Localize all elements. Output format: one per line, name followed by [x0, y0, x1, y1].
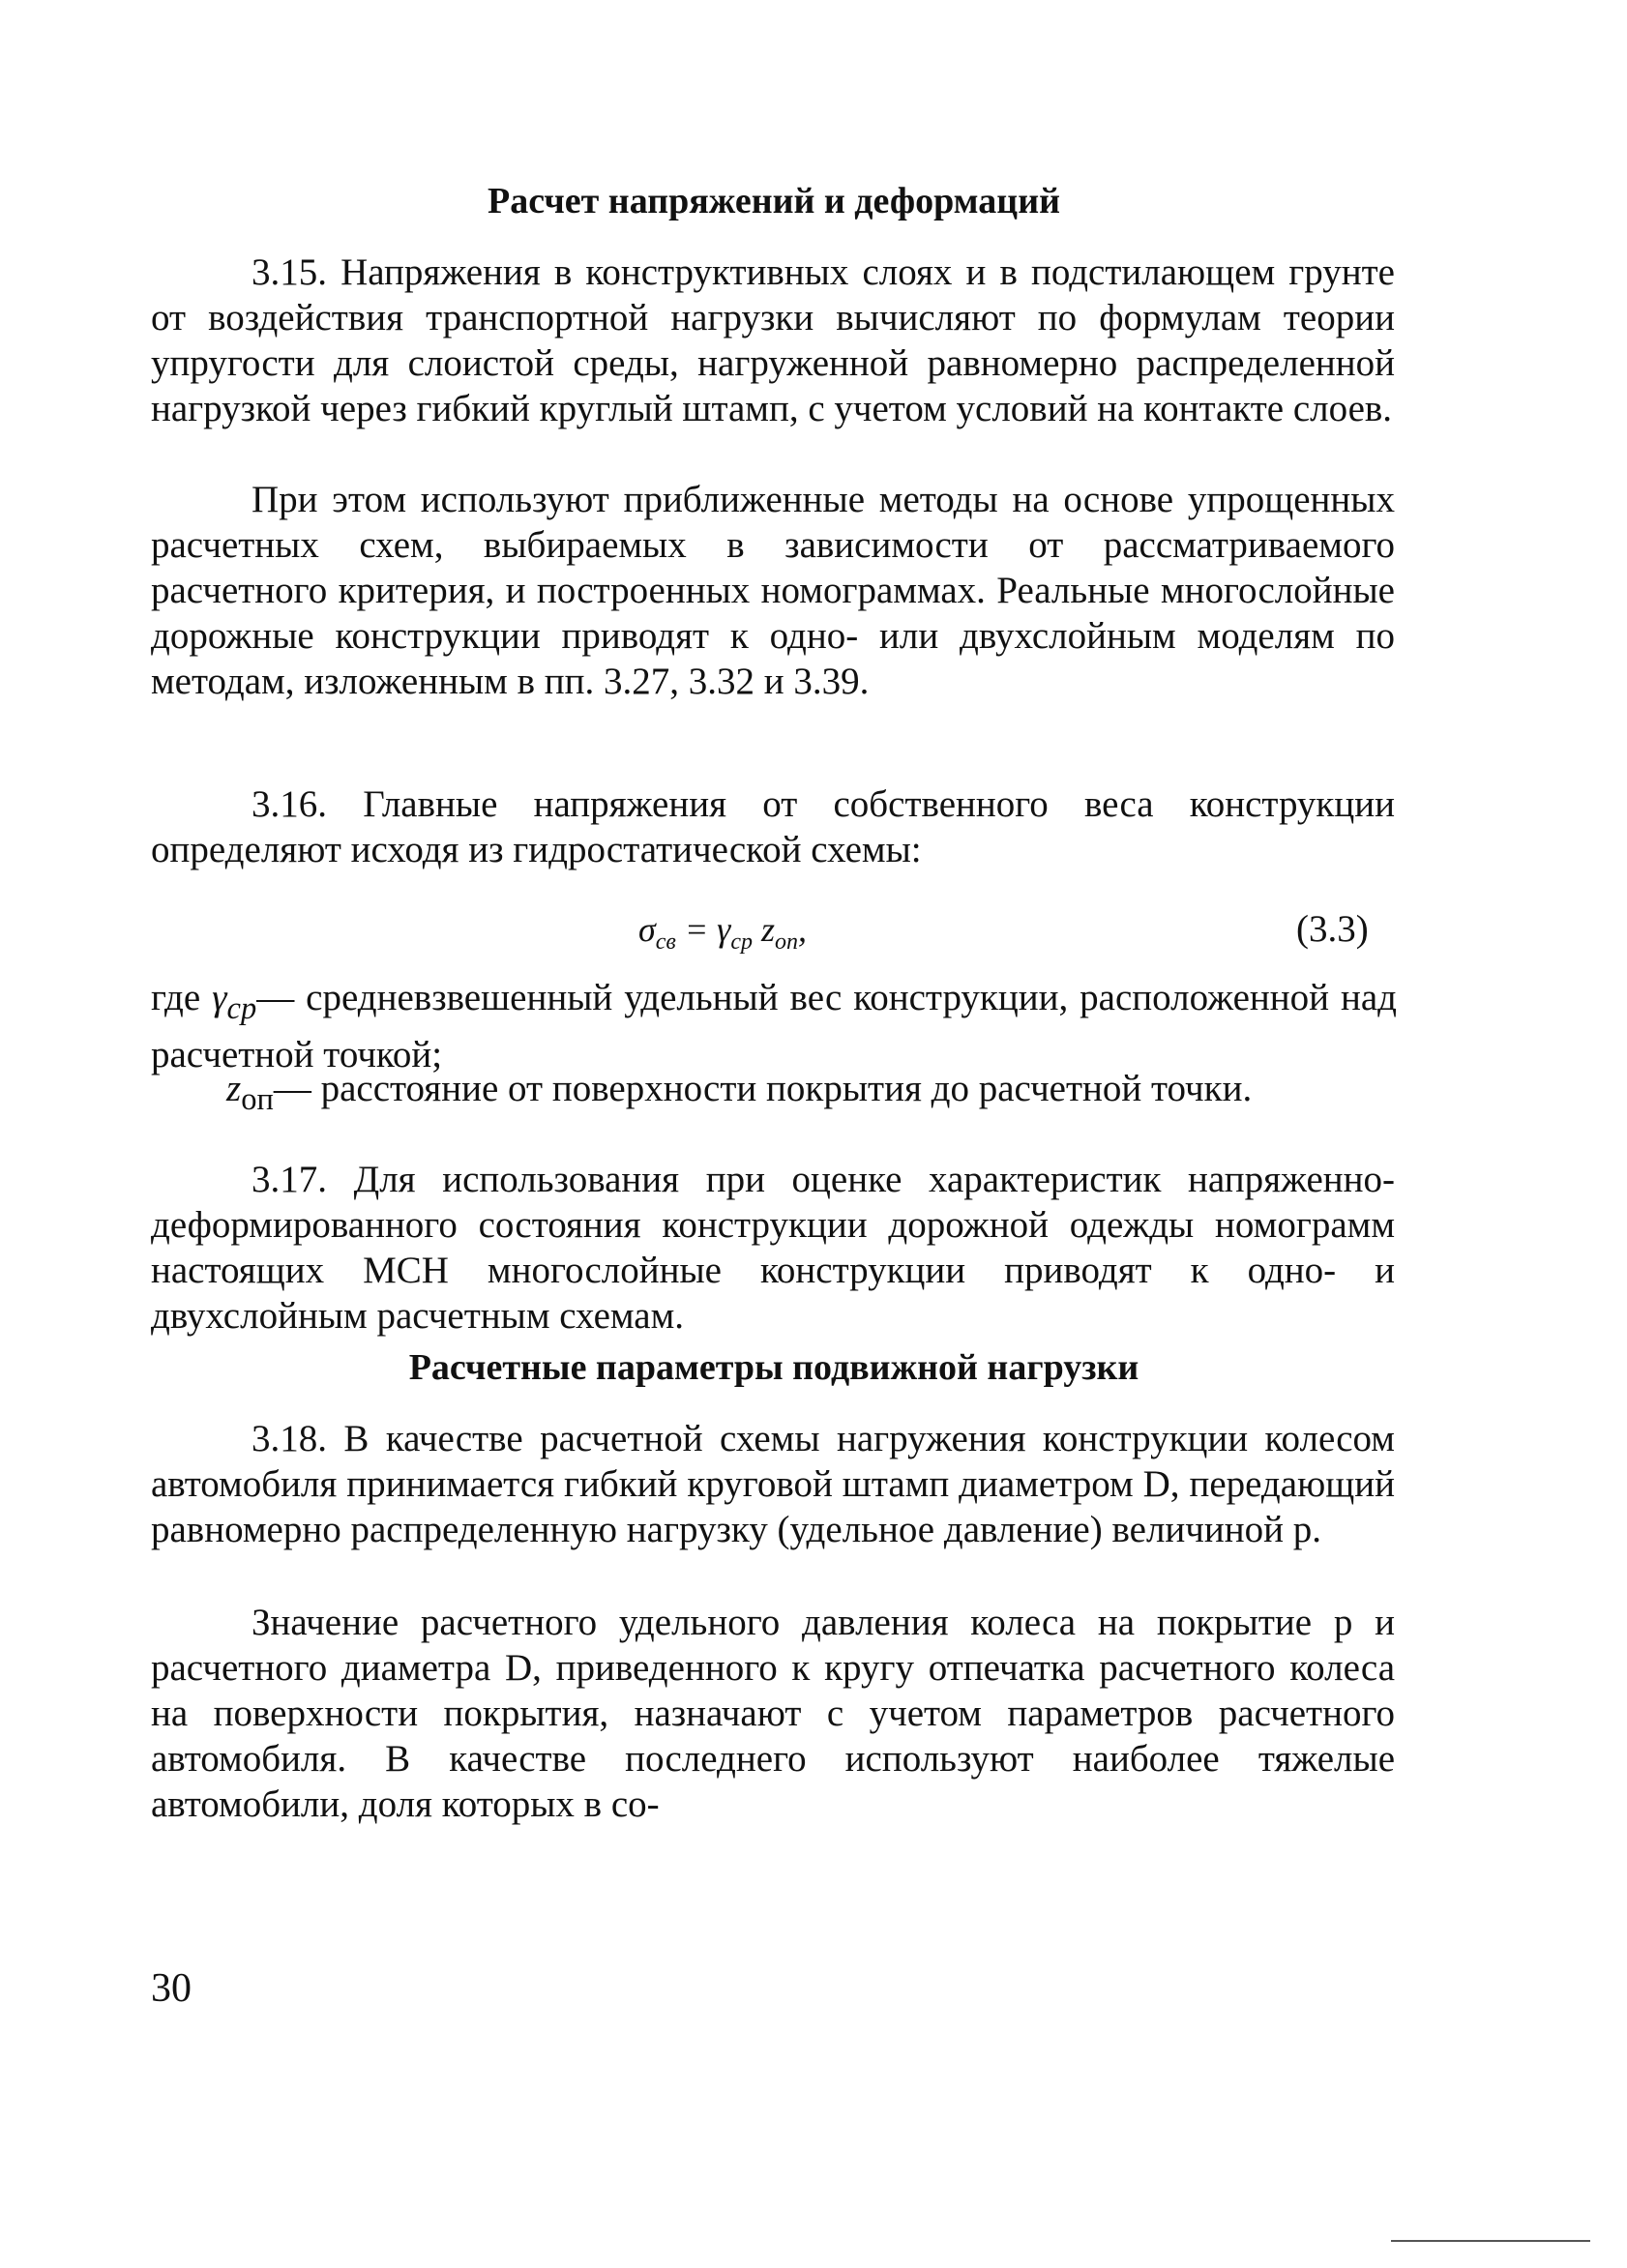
formula-sigma-subscript: св — [655, 929, 676, 956]
formula-gamma: γ — [717, 910, 731, 949]
definition-z — [226, 1066, 1395, 1123]
formula-number: (3.3) — [1296, 908, 1369, 950]
definition-z-term: z — [226, 1068, 242, 1109]
paragraph-3-15: 3.15. Напряжения в конструктивных слоях и в подстилающем грунте от воздействия транспортной нагрузки вычисляют по формулам теории упругости для слоистой среды, нагруженной равномерно распределенной нагрузкой через гибкий круглый штамп, с учетом условий на контакте слоев. — [151, 251, 1395, 429]
formula-3-3 — [638, 907, 807, 964]
formula-z: z — [752, 910, 775, 949]
definition-gamma-text: — средневзвешенный удельный вес конструкции, расположенной над расчетной точкой; — [151, 977, 1397, 1075]
paragraph-3-16: 3.16. Главные напряжения от собственного веса конструкции определяют исходя из гидростатической схемы: — [151, 783, 1395, 870]
definition-gamma-term: γ — [212, 977, 227, 1018]
definition-z-subscript: оп — [241, 1081, 274, 1117]
footer-rule — [1391, 2240, 1590, 2242]
definition-z-text: — расстояние от поверхности покрытия до расчетной точки. — [273, 1068, 1253, 1109]
definition-gamma-subscript: ср — [226, 990, 257, 1026]
definition-where-word: где — [151, 977, 213, 1018]
definition-gamma — [151, 975, 1397, 1077]
formula-sigma: σ — [638, 910, 656, 949]
formula-comma: , — [798, 910, 807, 949]
paragraph-3-18-continued: Значение расчетного удельного давления колеса на покрытие p и расчетного диаметра D, приведенного к кругу отпечатка расчетного колеса на поверхности покрытия, назначают с учетом параметров расчетного автомобиля. В качестве последнего используют наиболее тяжелые автомобили, доля которых в со- — [151, 1602, 1395, 1825]
section-heading-moving-load: Расчетные параметры подвижной нагрузки — [408, 1347, 1139, 1388]
paragraph-3-17: 3.17. Для использования при оценке характеристик напряженно-деформированного состояния конструкции дорожной одежды номограмм настоящих МСН многослойные конструкции приводят к одно- и двухслойным расчетным схемам. — [151, 1159, 1395, 1337]
formula-z-subscript: оп — [775, 929, 798, 956]
formula-equals: = — [675, 910, 718, 949]
page-number: 30 — [151, 1966, 192, 2011]
section-heading-stress-calculation: Расчет напряжений и деформаций — [488, 181, 1060, 221]
paragraph-3-18: 3.18. В качестве расчетной схемы нагружения конструкции колесом автомобиля принимается гибкий круговой штамп диаметром D, передающий равномерно распределенную нагрузку (удельное давление) величиной p. — [151, 1418, 1395, 1550]
paragraph-3-15-continued: При этом используют приближенные методы на основе упрощенных расчетных схем, выбираемых в зависимости от рассматриваемого расчетного критерия, и построенных номограммах. Реальные многослойные дорожные конструкции приводят к одно- или двухслойным моделям по методам, изложенным в пп. 3.27, 3.32 и 3.39. — [151, 479, 1395, 702]
formula-gamma-subscript: ср — [730, 929, 753, 956]
